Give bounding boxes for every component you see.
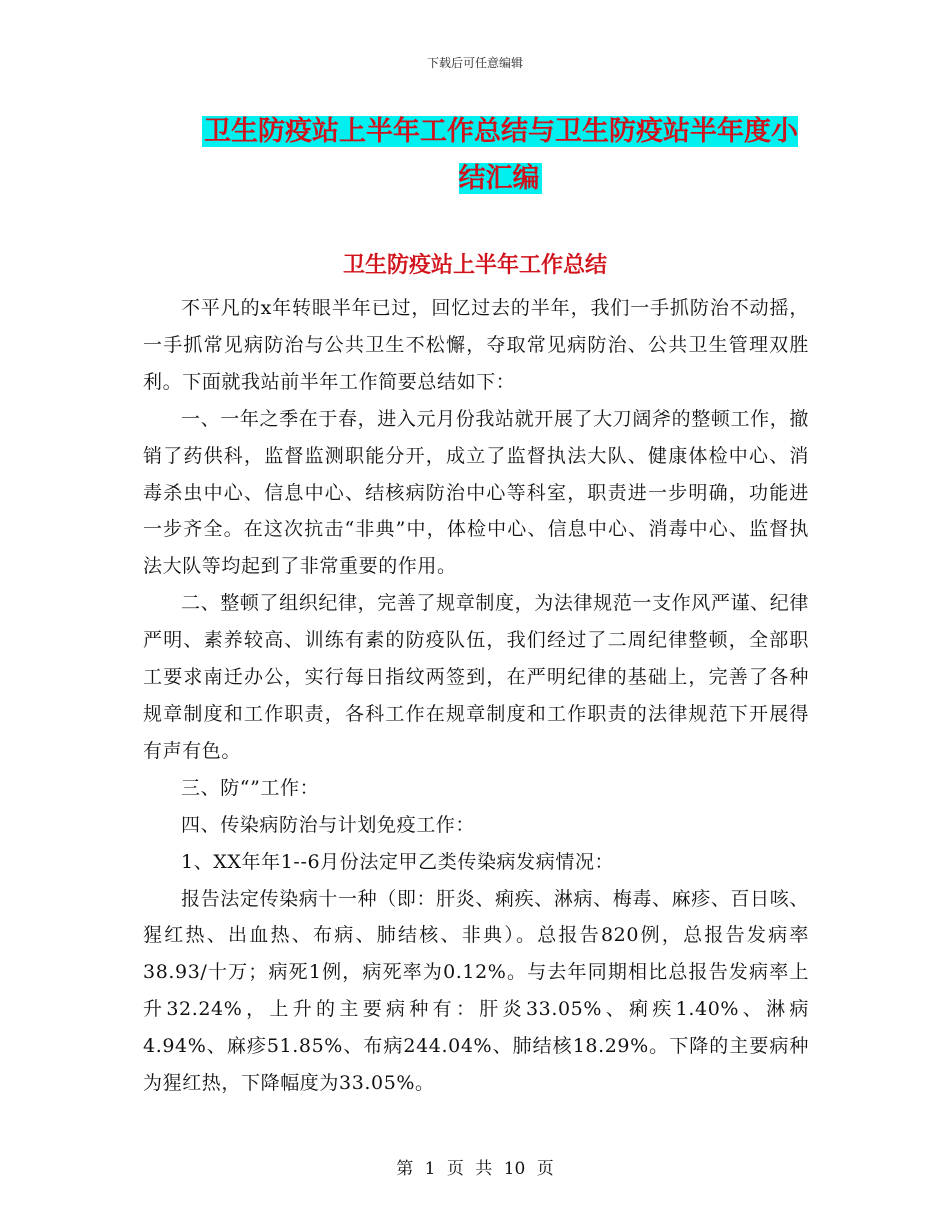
- page-footer: 第 1 页 共 10 页: [396, 1159, 554, 1179]
- document-title-text: 卫生防疫站上半年工作总结与卫生防疫站半年度小结汇编: [204, 116, 798, 194]
- paragraph: 1、XX年年1--6月份法定甲乙类传染病发病情况：: [181, 850, 615, 873]
- paragraph: 三、防“”工作：: [181, 776, 320, 799]
- paragraph: 不平凡的x年转眼半年已过，回忆过去的半年，我们一手抓防治不动摇，一手抓常见病防治与公共卫生不松懈，夺取常见病防治、公共卫生管理双胜利。下面就我站前半年工作简要总结如下：: [143, 297, 809, 393]
- paragraph: 四、传染病防治与计划免疫工作：: [181, 813, 476, 836]
- paragraph: 二、整顿了组织纪律，完善了规章制度，为法律规范一支作风严谨、纪律严明、素养较高、训练有素的防疫队伍，我们经过了二周纪律整顿，全部职工要求南迁办公，实行每日指纹两签到，在严明纪律的基础上，完善了各种规章制度和工作职责，各科工作在规章制度和工作职责的法律规范下开展得有声有色。: [143, 592, 809, 762]
- header-note: 下载后可任意编辑: [426, 56, 523, 70]
- paragraph: 一、一年之季在于春，进入元月份我站就开展了大刀阔斧的整顿工作，撤销了药供科，监督监测职能分开，成立了监督执法大队、健康体检中心、消毒杀虫中心、信息中心、结核病防治中心等科室，职责进一步明确，功能进一步齐全。在这次抗击“非典”中，体检中心、信息中心、消毒中心、监督执法大队等均起到了非常重要的作用。: [143, 407, 809, 578]
- document-title: [190, 108, 810, 202]
- paragraph: 报告法定传染病十一种（即：肝炎、痢疾、淋病、梅毒、麻疹、百日咳、猩红热、出血热、布病、肺结核、非典）。总报告820例，总报告发病率38.93/十万；病死1例，病死率为0.12%。与去年同期相比总报告发病率上升32.24%，上升的主要病种有：肝炎33.05%、痢疾1.40%、淋病4.94%、麻疹51.85%、布病244.04%、肺结核18.29%。下降的主要病种为猩红热，下降幅度为33.05%。: [143, 887, 809, 1095]
- section-title: 卫生防疫站上半年工作总结: [342, 253, 607, 278]
- document-body: [143, 290, 809, 1102]
